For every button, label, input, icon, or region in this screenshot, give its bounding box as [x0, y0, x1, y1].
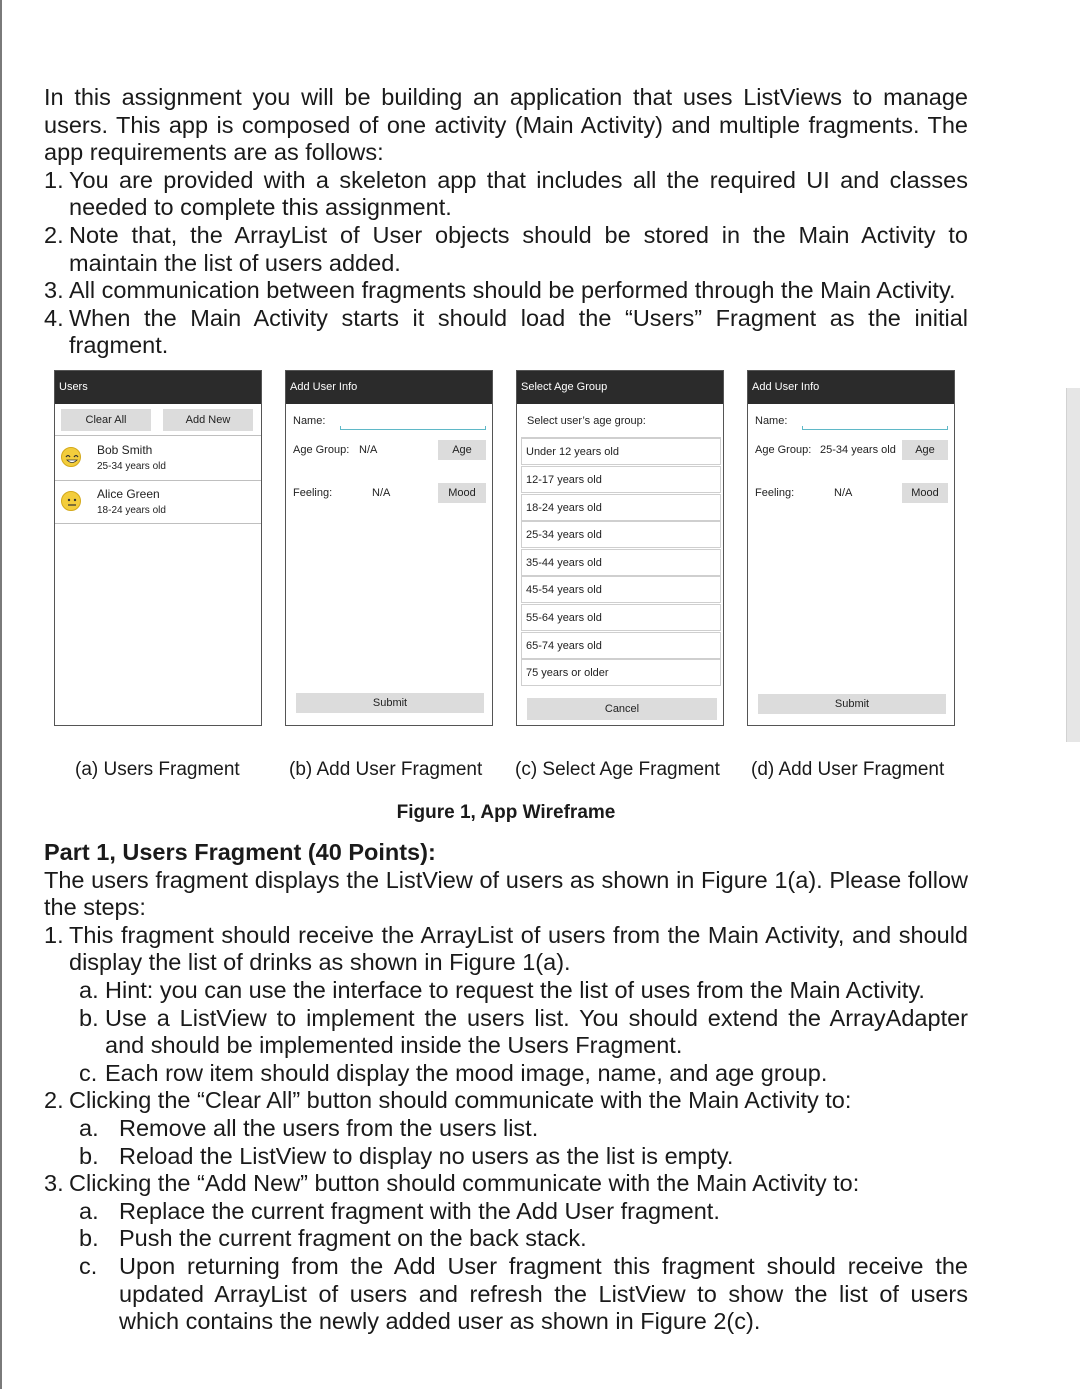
feeling-value: N/A — [834, 487, 853, 499]
users-fragment-wireframe — [54, 370, 262, 726]
user-row-name: Bob Smith — [97, 443, 153, 457]
substep-item: a. Hint: you can use the interface to request the list of uses from the Main Activity. — [79, 976, 925, 1003]
intro-section — [44, 84, 968, 360]
add-user-fragment-wireframe — [285, 370, 493, 726]
scrollbar[interactable] — [1066, 388, 1080, 742]
substep-item: a. Remove all the users from the users list. — [79, 1114, 539, 1141]
mood-button[interactable]: Mood — [438, 483, 486, 503]
substep-item: c. Each row item should display the mood image, name, and age group. — [79, 1059, 828, 1086]
age-option[interactable]: 12-17 years old — [521, 466, 721, 493]
add-user-title-bar: Add User Info — [748, 371, 954, 404]
page-left-edge — [0, 0, 2, 1389]
neutral-face-icon — [61, 491, 81, 511]
caption-b: (b) Add User Fragment — [289, 759, 483, 780]
substep-item: b. Reload the ListView to display no users as the list is empty. — [79, 1142, 734, 1169]
age-group-label: Age Group: — [293, 444, 350, 456]
feeling-label: Feeling: — [293, 487, 333, 499]
caption-d: (d) Add User Fragment — [751, 759, 945, 780]
name-label: Name: — [755, 415, 788, 427]
requirement-item: 2. Note that, the ArrayList of User objects should be stored in the Main Activity to maintain the list of users added. — [44, 221, 968, 276]
feeling-value: N/A — [372, 487, 391, 499]
divider — [55, 435, 261, 436]
feeling-label: Feeling: — [755, 487, 795, 499]
substep-item: b. Push the current fragment on the back stack. — [79, 1225, 587, 1252]
happy-face-icon — [61, 447, 81, 467]
caption-c: (c) Select Age Fragment — [515, 759, 720, 780]
user-row-age: 25-34 years old — [97, 461, 166, 472]
figure-title: Figure 1, App Wireframe — [396, 802, 616, 823]
divider — [55, 480, 261, 481]
caption-a: (a) Users Fragment — [75, 759, 240, 780]
requirement-item: 3. All communication between fragments should be performed through the Main Activity. — [44, 277, 956, 304]
user-row-age: 18-24 years old — [97, 505, 166, 516]
add-user-title-bar: Add User Info — [286, 371, 492, 404]
name-input[interactable] — [340, 429, 486, 430]
step-item: 1. This fragment should receive the ArrayList of users from the Main Activity, and should display the list of drinks as shown in Figure 1(a). — [44, 921, 968, 976]
add-new-button[interactable]: Add New — [163, 409, 253, 431]
age-option[interactable]: 25-34 years old — [521, 521, 721, 548]
part1-heading: Part 1, Users Fragment (40 Points): — [44, 839, 436, 865]
step-item: 2. Clicking the “Clear All” button should communicate with the Main Activity to: — [44, 1087, 852, 1114]
select-age-title-bar: Select Age Group — [517, 371, 723, 404]
submit-button[interactable]: Submit — [758, 694, 946, 714]
select-age-prompt: Select user’s age group: — [527, 415, 646, 427]
age-option[interactable]: 45-54 years old — [521, 576, 721, 603]
users-title-bar: Users — [55, 371, 261, 404]
age-option[interactable]: 75 years or older — [521, 659, 721, 686]
intro-paragraph: In this assignment you will be building an application that uses ListViews to manage users. This app is composed of one activity (Main Activity) and multiple fragments. The app requirements are as follows: — [44, 84, 968, 166]
age-option[interactable]: 55-64 years old — [521, 604, 721, 631]
divider — [55, 523, 261, 524]
submit-button[interactable]: Submit — [296, 693, 484, 713]
select-age-fragment-wireframe — [516, 370, 724, 726]
name-label: Name: — [293, 415, 326, 427]
substep-item: a. Replace the current fragment with the Add User fragment. — [79, 1197, 720, 1224]
name-input[interactable] — [802, 429, 948, 430]
age-option[interactable]: Under 12 years old — [521, 438, 721, 465]
age-group-label: Age Group: — [755, 444, 812, 456]
part1-paragraph: The users fragment displays the ListView of users as shown in Figure 1(a). Please follow the steps: — [44, 866, 968, 921]
age-option[interactable]: 35-44 years old — [521, 549, 721, 576]
step-item: 3. Clicking the “Add New” button should communicate with the Main Activity to: — [44, 1170, 860, 1197]
substep-item: b. Use a ListView to implement the users list. You should extend the ArrayAdapter and should be implemented inside the Users Fragment. — [79, 1004, 968, 1059]
age-group-value: N/A — [359, 444, 378, 456]
requirement-item: 1. You are provided with a skeleton app that includes all the required UI and classes needed to complete this assignment. — [44, 166, 968, 221]
user-row-name: Alice Green — [97, 487, 160, 501]
clear-all-button[interactable]: Clear All — [61, 409, 151, 431]
substep-item: c. Upon returning from the Add User fragment this fragment should receive the updated ArrayList of users and refresh the ListView to show the list of users which contains the newly added user as shown in Figure 2(c). — [79, 1252, 968, 1335]
add-user-filled-fragment-wireframe — [747, 370, 955, 726]
part1-section — [44, 839, 968, 1336]
age-option[interactable]: 18-24 years old — [521, 494, 721, 521]
age-group-value: 25-34 years old — [820, 444, 896, 456]
age-button[interactable]: Age — [438, 440, 486, 460]
age-option[interactable]: 65-74 years old — [521, 632, 721, 659]
requirement-item: 4. When the Main Activity starts it should load the “Users” Fragment as the initial fragment. — [44, 304, 968, 359]
cancel-button[interactable]: Cancel — [527, 698, 717, 720]
mood-button[interactable]: Mood — [902, 483, 948, 503]
age-button[interactable]: Age — [902, 440, 948, 460]
